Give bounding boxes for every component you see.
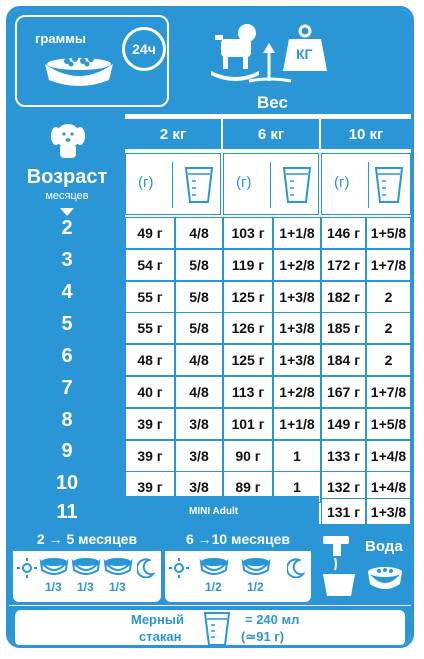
portion-fraction: 1/3: [77, 580, 94, 594]
measuring-cup-weight: (≃91 г): [241, 629, 285, 644]
cups-cell: 5/8: [175, 249, 223, 281]
mini-adult-label: MINI Adult: [189, 506, 239, 517]
grams-cell: 55 г: [125, 312, 175, 344]
age-value: 6: [61, 345, 73, 367]
age11-10kg-grams: 131 г: [321, 498, 366, 526]
food-bowl-icon: [71, 556, 101, 576]
food-bowl-icon: [103, 556, 133, 576]
cups-cell: 2: [366, 344, 411, 376]
cups-cell: 1+3/8: [273, 281, 321, 313]
weight-column-header-10kg: 10 кг: [321, 119, 411, 149]
sun-icon: [17, 558, 37, 578]
moon-icon: [137, 558, 155, 578]
portion-subheader: [321, 153, 411, 215]
age-label: Возраст: [26, 166, 108, 188]
grams-cell: 113 г: [223, 376, 273, 408]
portion-subheader: [223, 153, 319, 215]
grams-cell: 48 г: [125, 344, 175, 376]
cups-cell: 3/8: [175, 471, 223, 503]
grams-cell: 90 г: [223, 440, 273, 472]
water-bowl-icon: [365, 564, 405, 594]
age-value: 5: [61, 313, 73, 335]
grams-cell: 54 г: [125, 249, 175, 281]
faucet-icon: [319, 534, 363, 598]
meal-split-panel-6-10: [165, 528, 311, 602]
measuring-cup-icon: [184, 166, 214, 204]
grams-cell: 101 г: [223, 408, 273, 440]
meal-split-title-6-10: 6 →10 месяцев: [165, 527, 311, 551]
food-bowl-icon: [39, 54, 119, 94]
meal-split-title-2-5: 2 → 5 месяцев: [13, 527, 161, 551]
weight-unit-label: КГ: [296, 46, 313, 62]
grams-cell: 184 г: [321, 344, 366, 376]
age-value: 2: [61, 217, 73, 239]
cups-cell: 1+1/8: [273, 217, 321, 249]
portion-fraction: 1/2: [205, 580, 222, 594]
portion-fraction: 1/2: [247, 580, 264, 594]
grams-cell: 167 г: [321, 376, 366, 408]
grams-cell: 146 г: [321, 217, 366, 249]
grams-cell: 40 г: [125, 376, 175, 408]
portion-subheader: [125, 153, 221, 215]
subheader-divider: [368, 162, 369, 208]
cups-cell: 4/8: [175, 217, 223, 249]
measuring-cup-icon: [203, 611, 231, 647]
cups-cell: 1+4/8: [366, 471, 411, 503]
grams-cell: 125 г: [223, 281, 273, 313]
grams-unit-label: (г): [236, 174, 252, 191]
cups-cell: 1+7/8: [366, 249, 411, 281]
cups-cell: 5/8: [175, 281, 223, 313]
water-label: Вода: [365, 538, 403, 555]
measuring-cup-label-line1: Мерный: [131, 612, 184, 627]
food-bowl-icon: [199, 556, 229, 576]
grams-cell: 132 г: [321, 471, 366, 503]
measuring-cup-label-line2: стакан: [139, 629, 182, 644]
weight-label: Вес: [257, 93, 288, 112]
cups-cell: 1: [273, 471, 321, 503]
grams-cell: 149 г: [321, 408, 366, 440]
dog-on-scale-icon: [209, 19, 339, 89]
cups-cell: 1+7/8: [366, 376, 411, 408]
grams-cell: 49 г: [125, 217, 175, 249]
cups-cell: 2: [366, 281, 411, 313]
weight-column-header-2kg: 2 кг: [125, 119, 221, 149]
moon-icon: [287, 558, 305, 578]
cups-cell: 4/8: [175, 376, 223, 408]
cups-cell: 1+2/8: [273, 376, 321, 408]
portion-fraction: 1/3: [45, 580, 62, 594]
weight-column-header-6kg: 6 кг: [223, 119, 319, 149]
cups-cell: 1+5/8: [366, 217, 411, 249]
cups-cell: 1+3/8: [273, 344, 321, 376]
cups-cell: 3/8: [175, 408, 223, 440]
age-value: 10: [55, 472, 79, 494]
grams-label: граммы: [35, 31, 86, 46]
grams-cell: 126 г: [223, 312, 273, 344]
cups-cell: 1+2/8: [273, 249, 321, 281]
age-unit-label: месяцев: [45, 190, 89, 202]
age-value: 11: [56, 501, 78, 523]
grams-cell: 172 г: [321, 249, 366, 281]
clock-icon: 24ч: [122, 27, 166, 71]
cups-cell: 1+1/8: [273, 408, 321, 440]
cups-cell: 2: [366, 312, 411, 344]
grams-cell: 89 г: [223, 471, 273, 503]
age-value: 3: [61, 249, 73, 271]
sun-icon: [169, 558, 189, 578]
grams-cell: 39 г: [125, 471, 175, 503]
meal-split-panel-2-5: [13, 528, 161, 602]
food-bowl-icon: [241, 556, 271, 576]
chart-frame: [6, 6, 414, 648]
cups-cell: 1+3/8: [273, 312, 321, 344]
cups-cell: 4/8: [175, 344, 223, 376]
cups-cell: 1+5/8: [366, 408, 411, 440]
grams-unit-label: (г): [334, 174, 350, 191]
grams-cell: 119 г: [223, 249, 273, 281]
grams-cell: 133 г: [321, 440, 366, 472]
chart-header: [9, 9, 411, 114]
measuring-cup-icon: [374, 166, 404, 204]
portion-fraction: 1/3: [109, 580, 126, 594]
age-value: 9: [61, 440, 73, 462]
grams-cell: 182 г: [321, 281, 366, 313]
age11-10kg-cups: 1+3/8: [366, 498, 411, 526]
measuring-cup-volume: = 240 мл: [245, 612, 300, 627]
age-value: 7: [61, 377, 73, 399]
measuring-cup-icon: [282, 166, 312, 204]
grams-cell: 125 г: [223, 344, 273, 376]
grams-cell: 39 г: [125, 440, 175, 472]
grams-unit-label: (г): [138, 174, 154, 191]
food-bowl-icon: [39, 556, 69, 576]
subheader-divider: [172, 162, 173, 208]
subheader-divider: [270, 162, 271, 208]
cups-cell: 1+4/8: [366, 440, 411, 472]
cups-cell: 5/8: [175, 312, 223, 344]
grams-cell: 39 г: [125, 408, 175, 440]
age-value: 8: [61, 409, 73, 431]
cups-cell: 3/8: [175, 440, 223, 472]
age-value: 4: [61, 281, 73, 303]
arrow-down-icon: [60, 208, 74, 216]
puppy-icon: [47, 122, 89, 162]
cups-cell: 1: [273, 440, 321, 472]
grams-cell: 185 г: [321, 312, 366, 344]
grams-cell: 103 г: [223, 217, 273, 249]
grams-cell: 55 г: [125, 281, 175, 313]
